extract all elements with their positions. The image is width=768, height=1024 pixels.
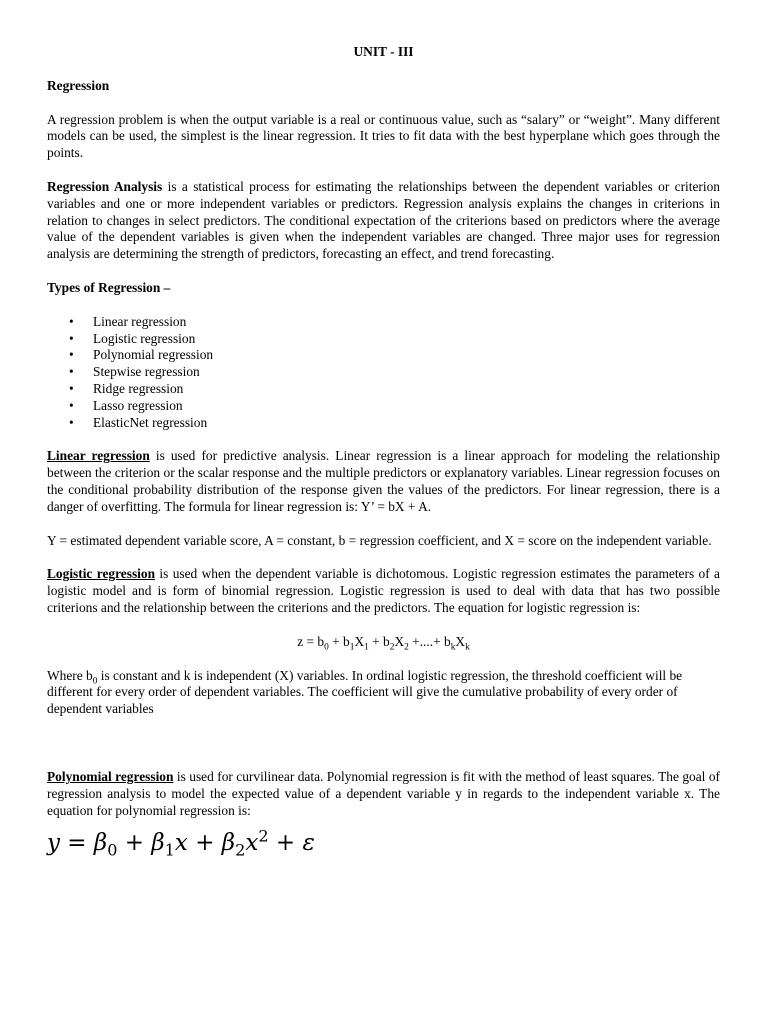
- polynomial-equation: $y = \beta_0 + \beta_1x + \beta_2x^2 + \varepsilon$: [47, 826, 315, 860]
- logistic-regression-term: Logistic regression: [47, 566, 156, 582]
- polynomial-regression-paragraph: [47, 769, 720, 819]
- regression-analysis-text: is a statistical process for estimating the relationships between the dependent variables or criterion variables and one or more independent variables or predictors. Regression analysis explains the changes in criterions in relation to changes in select predictors. The conditional expectation of the criterions based on predictors where the average value of the dependent variables is given when the independent variables are changed. Three major uses for regression analysis are determining the strength of predictors, forecasting an effect, and trend forecasting.: [47, 178, 721, 262]
- types-heading: Types of Regression –: [47, 279, 171, 295]
- list-item: • Polynomial regression: [69, 347, 214, 363]
- section-heading: Regression: [47, 77, 110, 93]
- bullet-icon: •: [69, 397, 74, 413]
- document-page: [47, 44, 721, 860]
- bullet-icon: •: [69, 364, 74, 380]
- bullet-icon: •: [69, 380, 74, 396]
- list-item: • ElasticNet regression: [69, 414, 208, 430]
- polynomial-regression-text: is used for curvilinear data. Polynomial regression is fit with the method of least squares. The goal of regression analysis to model the expected value of a dependent variable y in regards to the independent variable x. The equation for polynomial regression is:: [47, 768, 720, 818]
- bullet-icon: •: [69, 313, 74, 329]
- logistic-equation: $z = b_0 + b_1X_1 + b_2X_2$ +....+ $b_kX_k$: [297, 633, 470, 653]
- list-item: • Logistic regression: [69, 330, 196, 346]
- intro-paragraph: A regression problem is when the output variable is a real or continuous value, such as “salary” or “weight”. Many different models can be used, the simplest is the linear regression. It tries to fit data with the best hyperplane which goes through the points.: [47, 111, 720, 161]
- unit-title: UNIT - III: [353, 44, 414, 59]
- linear-explanation: Y = estimated dependent variable score, A = constant, b = regression coefficient, and X = score on the independent variable.: [47, 532, 712, 548]
- linear-regression-term: Linear regression: [47, 448, 150, 464]
- regression-analysis-term: Regression Analysis: [47, 178, 163, 194]
- list-item: • Stepwise regression: [69, 364, 200, 380]
- logistic-regression-paragraph: [47, 566, 720, 616]
- linear-regression-paragraph: [47, 448, 720, 515]
- regression-analysis-paragraph: [47, 179, 720, 263]
- logistic-regression-text: is used when the dependent variable is dichotomous. Logistic regression estimates the parameters of a logistic model and is form of binomial regression. Logistic regression is used to deal with data that has two possible criterions and the relationship between the criterions and the predictors. The equation for logistic regression is:: [47, 566, 721, 615]
- bullet-icon: •: [69, 414, 74, 430]
- linear-regression-text: is used for predictive analysis. Linear regression is a linear approach for modeling the relationship between the criterion or the scalar response and the multiple predictors or explanatory variables. Linear regression focuses on the conditional probability distribution of the response given the values of the predictors. For linear regression, there is a danger of overfitting. The formula for linear regression is: Y’ = bX + A.: [47, 448, 720, 514]
- polynomial-regression-term: Polynomial regression: [47, 768, 174, 784]
- list-item: • Linear regression: [69, 313, 187, 329]
- bullet-icon: •: [69, 330, 74, 346]
- bullet-icon: •: [69, 347, 74, 363]
- types-list: [47, 314, 720, 432]
- logistic-where-paragraph: Where $b_0$ is constant and k is independent (X) variables. In ordinal logistic regression, the threshold coefficient will be different for every order of dependent variables. The coefficient will give the cumulative probability of every order of dependent variables: [47, 667, 683, 717]
- list-item: • Lasso regression: [69, 397, 183, 413]
- list-item: • Ridge regression: [69, 380, 184, 396]
